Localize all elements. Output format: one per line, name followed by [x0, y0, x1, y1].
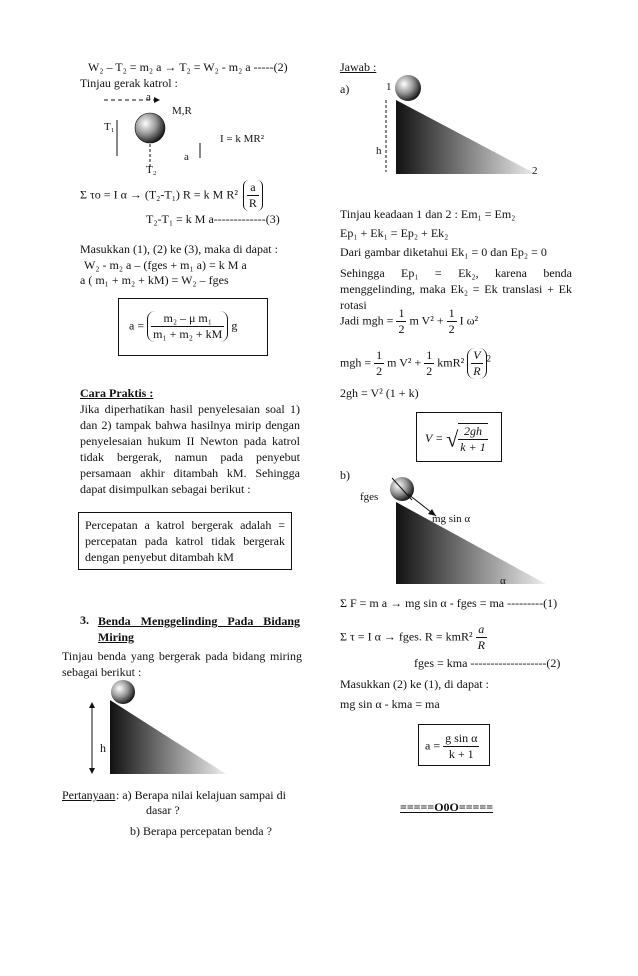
end-marker: =====O0O===== — [400, 800, 494, 814]
cara-praktis-text: Jika diperhatikan hasil penyelesaian soal 1) dan 2) tampak bahwa hasilnya mirip dengan penyelesaian hukum II Newton pada katrol tidak bergerak, namun pada penyebut persamaan akhir ditambah kM. Sehingga dapat disimpulkan sebagai berikut : — [80, 402, 300, 496]
result-box — [118, 298, 268, 356]
equation-2: W₂ – T₂ = m₂ a → T₂ = W₂ - m₂ a -----(2) — [88, 60, 288, 74]
masukkan-text: Masukkan (1), (2) ke (3), maka di dapat : — [80, 242, 278, 256]
question-a-cont: dasar ? — [146, 803, 180, 817]
label-a-top: a — [146, 91, 151, 103]
energy-equation-2: mgh = $\frac{1}{2}$ m V² + $\frac{1}{2}$ kmR² $\frac{V}{R}$ $^2$ — [340, 348, 492, 378]
part-a-label: a) — [340, 82, 350, 96]
label-T1: T₁ — [104, 121, 115, 133]
inertia-formula: I = k MR² — [220, 133, 265, 145]
equation-line-b: a ( m₁ + m₂ + kM) = W₂ – fges — [80, 273, 229, 287]
incline-figure-a — [370, 70, 550, 180]
label-a-side: a — [184, 151, 189, 163]
mg-sin-label: mg sin α — [432, 513, 471, 525]
masukkan-2-text: Masukkan (2) ke (1), di dapat : — [340, 677, 489, 691]
tinjau-katrol-label: Tinjau gerak katrol : — [80, 76, 178, 90]
incline-figure-b — [370, 472, 570, 588]
diketahui-line: Dari gambar diketahui Ek₁ = 0 dan Ep₂ = 0 — [340, 245, 547, 259]
jawab-label: Jawab : — [340, 60, 377, 74]
sehingga-text: Sehingga Ep₁ = Ek₂, karena benda menggelinding, maka Ek₂ = Ek translasi + Ek rotasi — [340, 266, 572, 312]
part-b-label: b) — [340, 468, 350, 482]
rolling-ball — [111, 680, 135, 704]
height-label: h — [376, 145, 382, 157]
fges-equation: fges = kma -------------------(2) — [414, 656, 561, 670]
question-a: : a) Berapa nilai kelajuan sampai di — [116, 788, 286, 802]
tinjau-line: Tinjau keadaan 1 dan 2 : Em₁ = Em₂ — [340, 207, 516, 221]
section-title: Benda Menggelinding Pada Bidang Miring — [98, 614, 300, 644]
alpha-label: α — [500, 575, 506, 587]
energy-line: Ep₁ + Ek₁ = Ep₂ + Ek₂ — [340, 226, 449, 240]
section-number: 3. — [80, 613, 89, 627]
velocity-result-box — [416, 412, 502, 462]
mg-equation: mg sin α - kma = ma — [340, 697, 440, 711]
equation-3: T₂-T₁ = k M a-------------(3) — [146, 212, 280, 226]
energy-equation-1: Jadi mgh = $\frac{1}{2}$ m V² + $\frac{1}{2}$ I ω² — [340, 306, 479, 336]
label-T2: T₂ — [146, 164, 157, 176]
gh-equation: 2gh = V² (1 + k) — [340, 386, 419, 400]
torque-equation: Σ τo = I α → (T₂-T₁) R = k M R² $\frac{a}{R}$ — [80, 180, 263, 211]
incline-b-plane — [396, 502, 546, 584]
question-b: b) Berapa percepatan benda ? — [130, 824, 272, 838]
torque-equation-b: Σ τ = I α → fges. R = kmR² $\frac{a}{R}$ — [340, 622, 485, 652]
label-MR: M,R — [172, 105, 192, 117]
acceleration-result-box — [418, 724, 490, 766]
ball-position-1 — [395, 75, 421, 101]
point-2-label: 2 — [532, 165, 538, 177]
point-1-label: 1 — [386, 81, 392, 93]
incline-h-label: h — [100, 741, 106, 755]
result-formula: a = $\frac{\text{m₂ – μ m₁}}{\text{m₁ + m₂ + kM}}$ g — [129, 311, 238, 341]
acceleration-formula: a = $\frac{\text{g sin α}}{k + 1}$ — [425, 731, 478, 761]
force-equation: Σ F = m a → mg sin α - fges = ma ---------(1) — [340, 596, 558, 610]
incline-a-plane — [396, 100, 536, 174]
fges-label: fges — [360, 491, 379, 503]
incline-diagram — [86, 678, 286, 778]
intro-text: Tinjau benda yang bergerak pada bidang miring sebagai berikut : — [62, 649, 302, 679]
pertanyaan-label: Pertanyaan — [62, 788, 116, 802]
cara-praktis-title: Cara Praktis : — [80, 386, 154, 400]
rule-box-text: Percepatan a katrol bergerak adalah = percepatan pada katrol tidak bergerak dengan penyebut ditambah kM — [85, 518, 285, 564]
rule-box — [78, 512, 292, 570]
incline-plane — [110, 700, 226, 774]
velocity-formula: V = √ $\frac{2gh}{k + 1}$ — [425, 424, 486, 454]
pulley-wheel — [135, 113, 165, 143]
equation-line-a: W₂ - m₂ a – (fges + m₁ a) = k M a — [84, 258, 247, 272]
